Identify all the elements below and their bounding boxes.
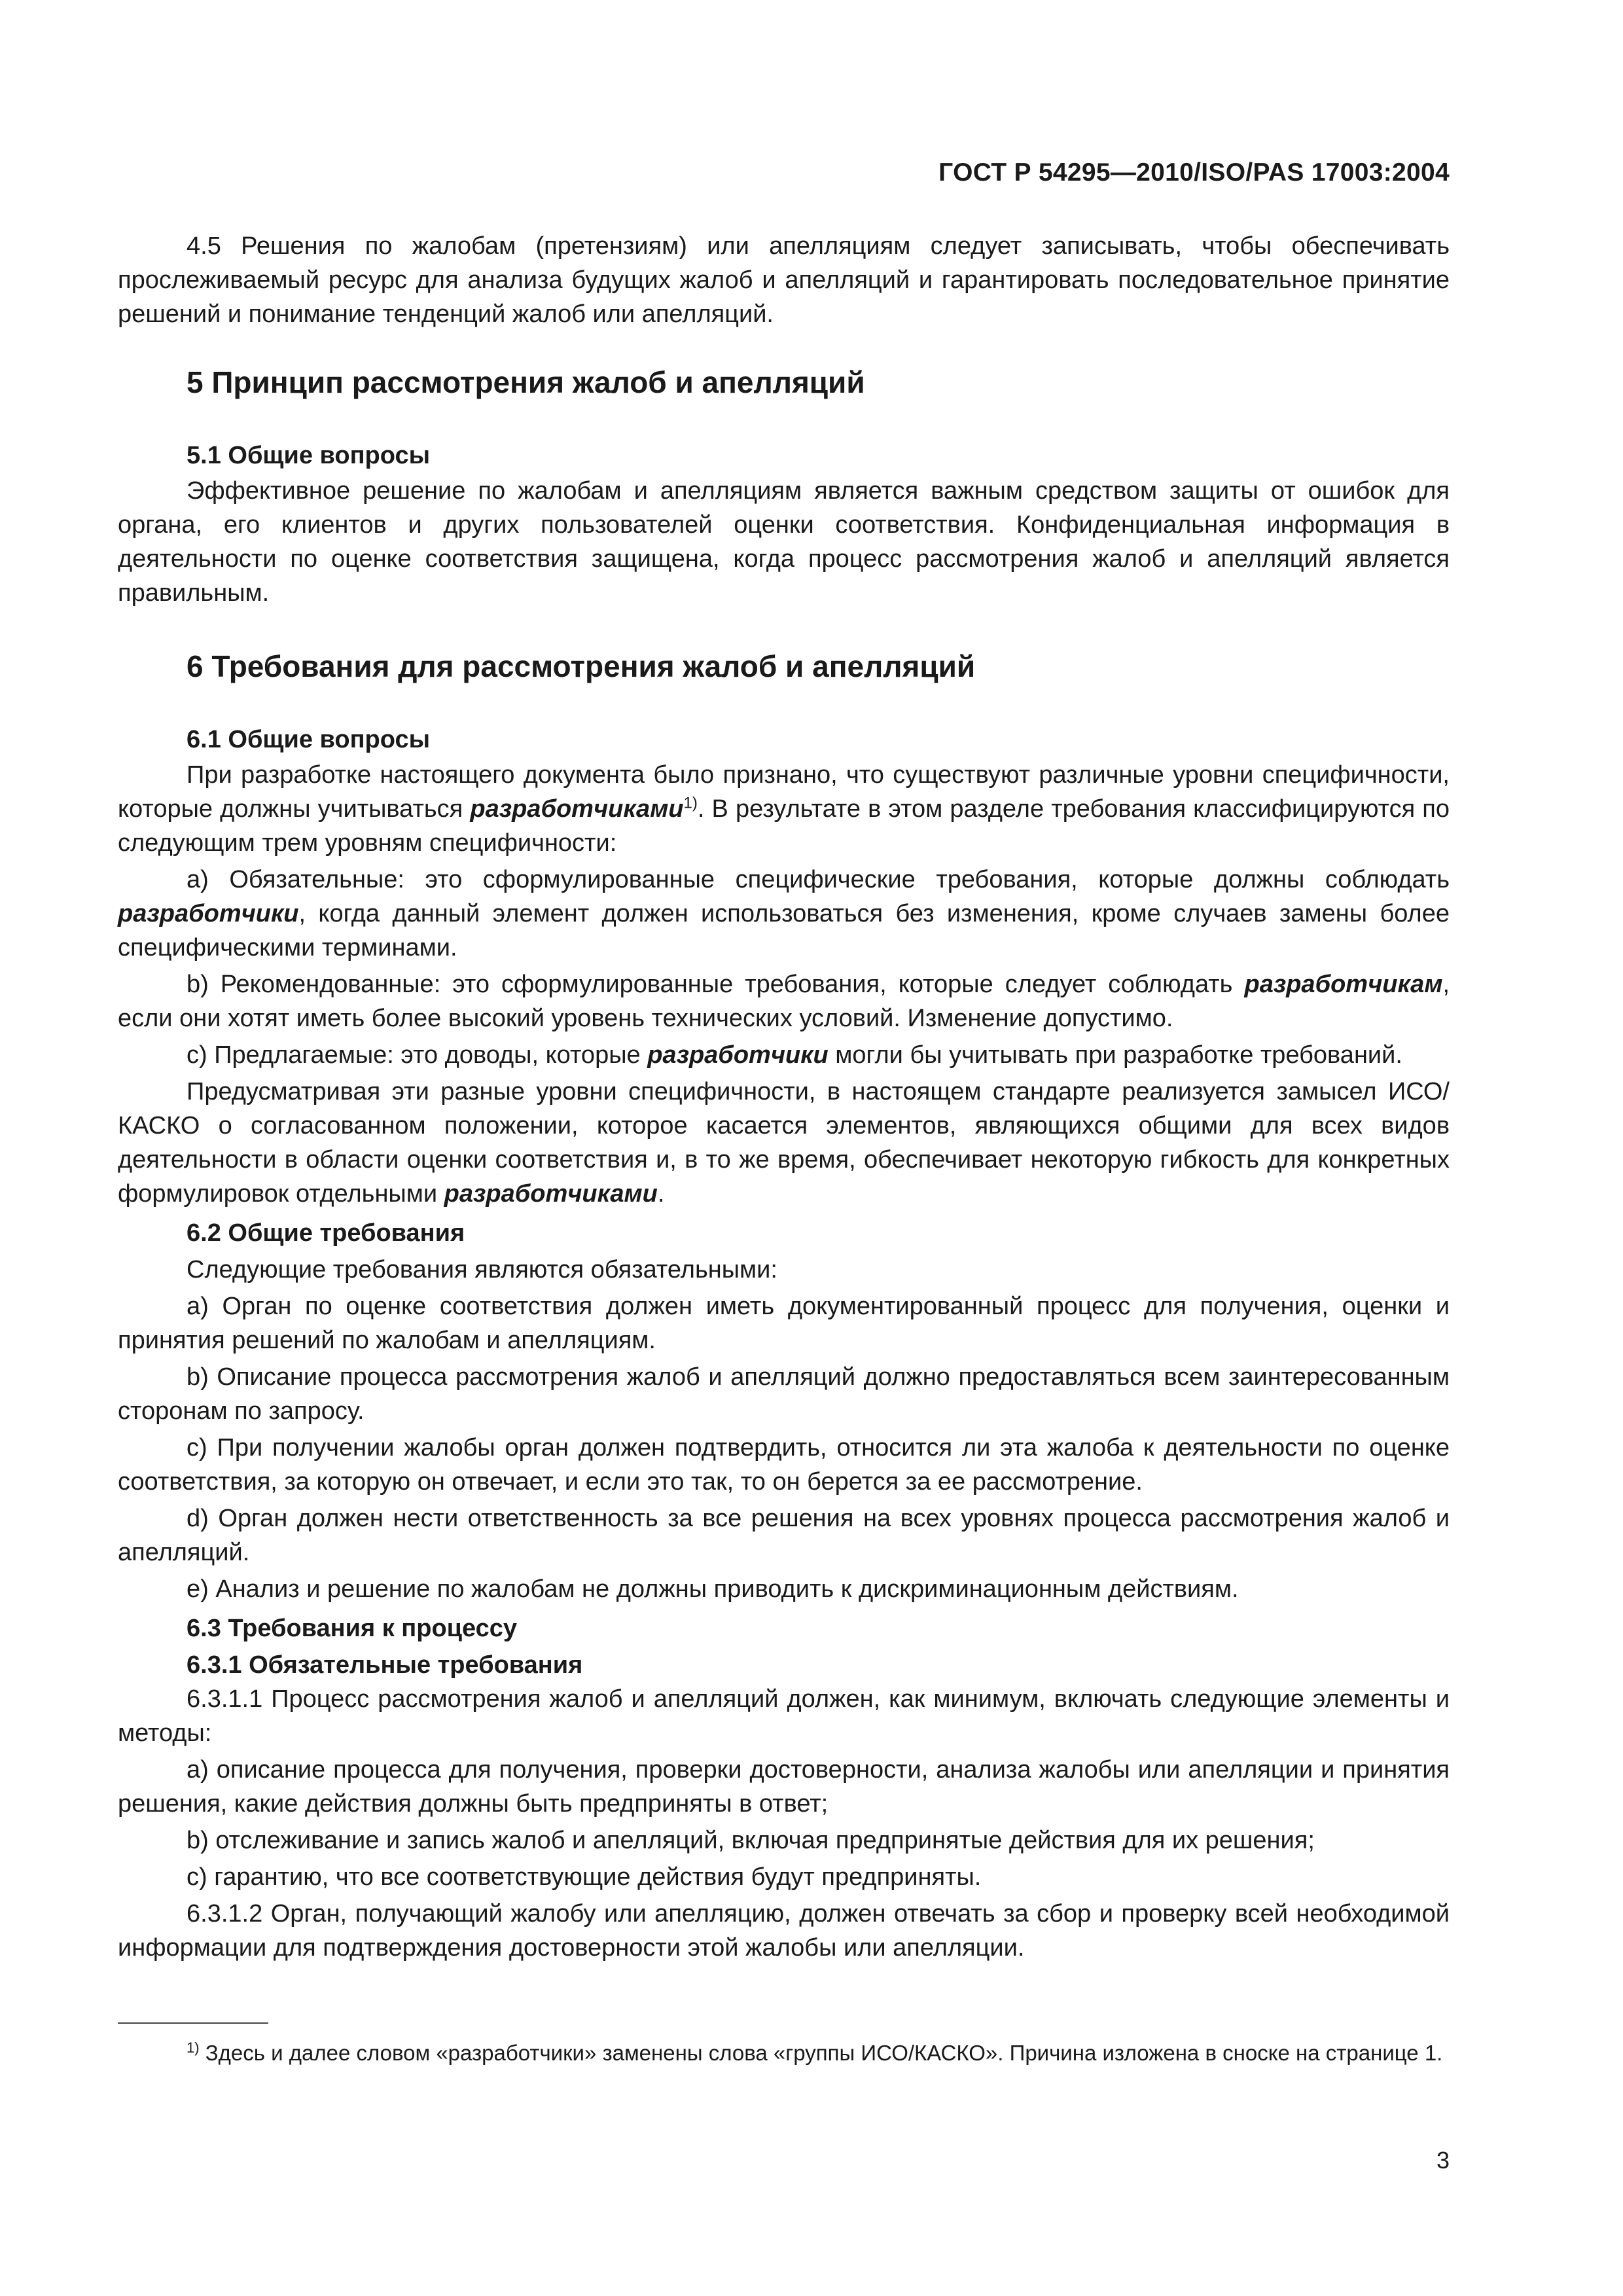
subsection-6-3-heading: 6.3 Требования к процессу (187, 1615, 518, 1642)
term-developers: разработчиками (444, 1180, 658, 1208)
subsection-6-1-heading: 6.1 Общие вопросы (187, 726, 431, 753)
term-developers: разработчики (118, 900, 299, 927)
paragraph-5-1: Эффективное решение по жалобам и апелляциям является важным средством защиты от ошибок для органа, его клиентов и других пользователей оценки соответствия. Конфиденциальная информация в деятельности по оценке соответствия защищена, когда процесс рассмотрения жалоб и апелляций является правильным. (118, 477, 1450, 607)
paragraph-6-1-closing (118, 1075, 1450, 1211)
text-run: , если они хотят иметь более высокий уровень технических условий. Изменение допустимо. (118, 971, 1450, 1032)
text-run: a) Обязательные: это сформулированные специфические требования, которые должны соблюдать (187, 866, 1450, 893)
list-item-6-2-d: d) Орган должен нести ответственность за все решения на всех уровнях процесса рассмотрения жалоб и апелляций. (118, 1505, 1450, 1566)
term-developers: разработчикам (1244, 971, 1443, 998)
paragraph-6-2-intro: Следующие требования являются обязательными: (187, 1256, 777, 1283)
section-5-heading: 5 Принцип рассмотрения жалоб и апелляций (187, 365, 865, 399)
list-item-6-1-b (118, 967, 1450, 1035)
term-developers: разработчиками (470, 795, 684, 823)
footnote-separator (118, 2022, 268, 2024)
paragraph-6-3-1-2: 6.3.1.2 Орган, получающий жалобу или апелляцию, должен отвечать за сбор и проверку всей необходимой информации для подтверждения достоверности этой жалобы или апелляции. (118, 1900, 1450, 1962)
list-item-6-1-a (118, 863, 1450, 965)
text-run: могли бы учитывать при разработке требований. (828, 1041, 1402, 1069)
document-body (118, 229, 1450, 1965)
paragraph-6-1-intro (118, 758, 1450, 860)
standard-designation-header: ГОСТ Р 54295—2010/ISO/PAS 17003:2004 (938, 158, 1450, 187)
list-item-6-3-1-1-a: a) описание процесса для получения, проверки достоверности, анализа жалобы или апелляции и принятия решения, какие действия должны быть предприняты в ответ; (118, 1756, 1450, 1818)
text-run: Предусматривая эти разные уровни специфичности, в настоящем стандарте реализуется замысел ИСО/КАСКО о согласованном положении, которое касается элементов, являющихся общими для всех видов деятельности в области оценки соответствия и, в то же время, обеспечивает некоторую гибкость для конкретных формулировок отдельными (118, 1078, 1450, 1208)
text-run: , когда данный элемент должен использоваться без изменения, кроме случаев замены более специфическими терминами. (118, 900, 1450, 961)
paragraph-4-5: 4.5 Решения по жалобам (претензиям) или апелляциям следует записывать, чтобы обеспечивать прослеживаемый ресурс для анализа будущих жалоб и апелляций и гарантировать последовательное принятие решений и понимание тенденций жалоб или апелляций. (118, 232, 1450, 328)
text-run: При разработке настоящего документа было признано, что существуют различные уровни специфичности, которые должны учитываться (118, 761, 1450, 823)
footnote-marker: 1) (187, 2039, 200, 2056)
list-item-6-2-b: b) Описание процесса рассмотрения жалоб и апелляций должно предоставляться всем заинтересованным сторонам по запросу. (118, 1363, 1450, 1425)
section-6-heading: 6 Требования для рассмотрения жалоб и апелляций (187, 649, 976, 683)
subsection-5-1-heading: 5.1 Общие вопросы (187, 442, 431, 469)
text-run: b) Рекомендованные: это сформулированные требования, которые следует соблюдать (187, 971, 1245, 998)
term-developers: разработчики (647, 1041, 829, 1069)
subsection-6-2-heading: 6.2 Общие требования (187, 1219, 465, 1247)
text-run: . (657, 1180, 665, 1208)
page-number: 3 (1436, 2147, 1450, 2174)
subsection-6-3-1-heading: 6.3.1 Обязательные требования (187, 1651, 583, 1679)
footnote-1 (118, 2037, 1450, 2070)
list-item-6-2-e: e) Анализ и решение по жалобам не должны приводить к дискриминационным действиям. (187, 1575, 1239, 1603)
text-run: . В результате в этом разделе требования классифицируются по следующим трем уровням специфичности: (118, 795, 1450, 857)
text-run: c) Предлагаемые: это доводы, которые (187, 1041, 648, 1069)
list-item-6-3-1-1-c: c) гарантию, что все соответствующие действия будут предприняты. (187, 1863, 982, 1891)
list-item-6-3-1-1-b: b) отслеживание и запись жалоб и апелляций, включая предпринятые действия для их решения; (187, 1827, 1315, 1854)
list-item-6-2-c: c) При получении жалобы орган должен подтвердить, относится ли эта жалоба к деятельности по оценке соответствия, за которую он отвечает, и если это так, то он берется за ее рассмотрение. (118, 1434, 1450, 1496)
footnote-reference[interactable]: 1) (683, 794, 698, 812)
list-item-6-2-a: a) Орган по оценке соответствия должен иметь документированный процесс для получения, оценки и принятия решений по жалобам и апелляциям. (118, 1293, 1450, 1354)
list-item-6-1-c (118, 1038, 1450, 1072)
footnote-text: Здесь и далее словом «разработчики» заменены слова «группы ИСО/КАСКО». Причина изложена в сноске на странице 1. (199, 2041, 1443, 2065)
paragraph-6-3-1-1: 6.3.1.1 Процесс рассмотрения жалоб и апелляций должен, как минимум, включать следующие элементы и методы: (118, 1685, 1450, 1747)
